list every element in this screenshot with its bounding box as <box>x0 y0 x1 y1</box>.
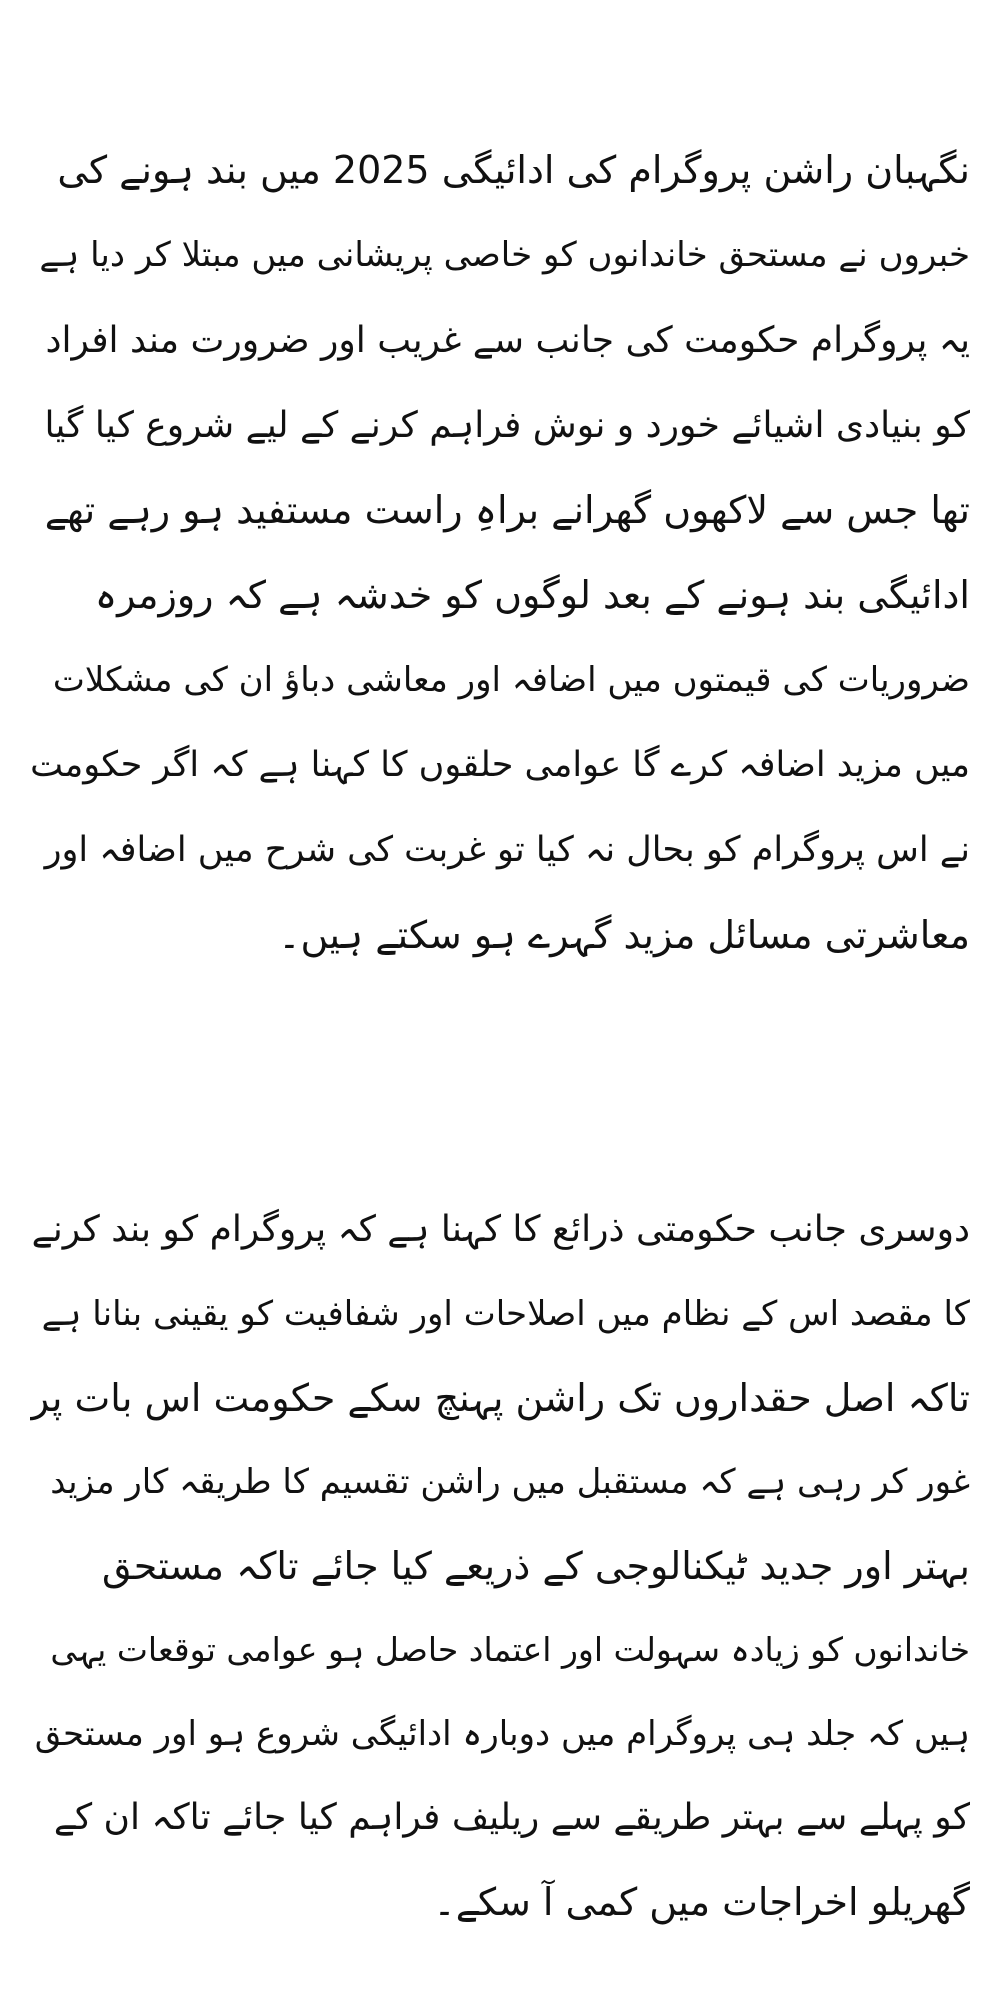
paragraph-line: نگہبان راشن پروگرام کی ادائیگی 2025 میں بند ہونے کی <box>57 148 970 192</box>
paragraph-line: ضروریات کی قیمتوں میں اضافہ اور معاشی دباؤ ان کی مشکلات <box>52 660 970 700</box>
article-paragraph-2 <box>30 1188 970 1944</box>
paragraph-line: کا مقصد اس کے نظام میں اصلاحات اور شفافیت کو یقینی بنانا ہے <box>41 1294 970 1334</box>
paragraph-line: تاکہ اصل حقداروں تک راشن پہنچ سکے حکومت اس بات پر <box>30 1376 970 1420</box>
paragraph-line: دوسری جانب حکومتی ذرائع کا کہنا ہے کہ پروگرام کو بند کرنے <box>31 1209 970 1250</box>
paragraph-line: تھا جس سے لاکھوں گھرانے براہِ راست مستفید ہو رہے تھے <box>44 488 970 532</box>
paragraph-line: یہ پروگرام حکومت کی جانب سے غریب اور ضرورت مند افراد <box>45 320 970 361</box>
paragraph-line: کو پہلے سے بہتر طریقے سے ریلیف فراہم کیا جائے تاکہ ان کے <box>53 1797 970 1838</box>
paragraph-line: خاندانوں کو زیادہ سہولت اور اعتماد حاصل ہو عوامی توقعات یہی <box>50 1630 970 1669</box>
article-paragraph-1 <box>30 128 970 978</box>
paragraph-line: بہتر اور جدید ٹیکنالوجی کے ذریعے کیا جائے تاکہ مستحق <box>102 1544 970 1588</box>
paragraph-line: غور کر رہی ہے کہ مستقبل میں راشن تقسیم کا طریقہ کار مزید <box>50 1462 970 1502</box>
paragraph-line: ہیں کہ جلد ہی پروگرام میں دوبارہ ادائیگی شروع ہو اور مستحق <box>34 1714 970 1754</box>
paragraph-line: خبروں نے مستحق خاندانوں کو خاصی پریشانی میں مبتلا کر دیا ہے <box>39 235 970 275</box>
paragraph-line: کو بنیادی اشیائے خورد و نوش فراہم کرنے کے لیے شروع کیا گیا <box>44 405 970 446</box>
paragraph-line: میں مزید اضافہ کرے گا عوامی حلقوں کا کہنا ہے کہ اگر حکومت <box>30 745 970 785</box>
paragraph-line: معاشرتی مسائل مزید گہرے ہو سکتے ہیں۔ <box>278 913 970 957</box>
paragraph-line: ادائیگی بند ہونے کے بعد لوگوں کو خدشہ ہے کہ روزمرہ <box>94 573 970 617</box>
paragraph-line: گھریلو اخراجات میں کمی آ سکے۔ <box>433 1880 970 1924</box>
paragraph-line: نے اس پروگرام کو بحال نہ کیا تو غربت کی شرح میں اضافہ اور <box>44 830 970 870</box>
